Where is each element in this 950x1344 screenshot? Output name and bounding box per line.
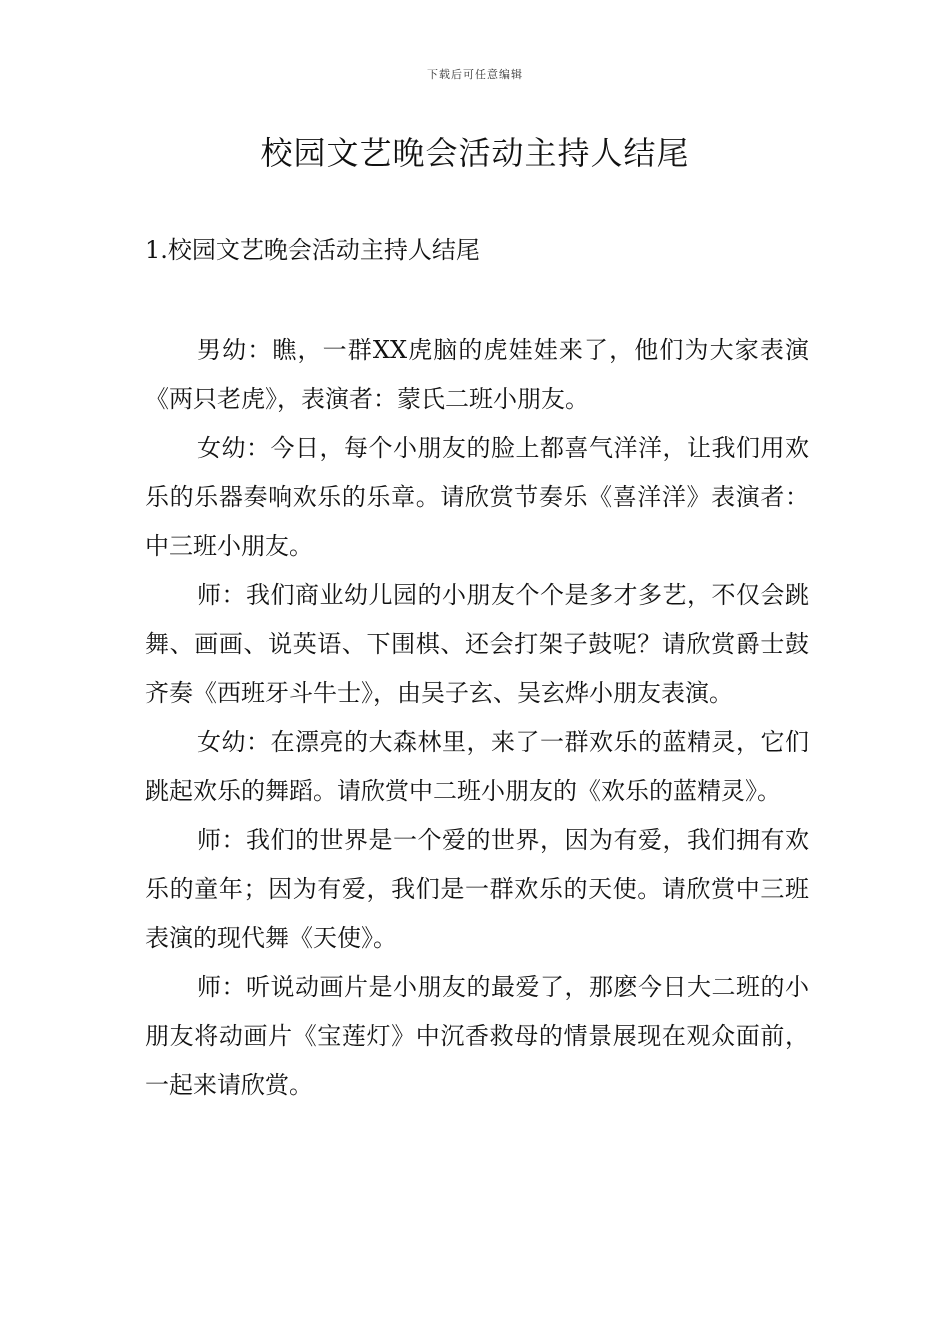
section-heading: 1.校园文艺晚会活动主持人结尾 (145, 236, 480, 264)
document-title: 校园文艺晚会活动主持人结尾 (260, 134, 690, 172)
paragraph-1: 男幼：瞧，一群XX虎脑的虎娃娃来了，他们为大家表演《两只老虎》，表演者：蒙氏二班小朋友。 (145, 336, 809, 413)
paragraph-3: 师：我们商业幼儿园的小朋友个个是多才多艺，不仅会跳舞、画画、说英语、下围棋、还会打架子鼓呢？请欣赏爵士鼓齐奏《西班牙斗牛士》，由吴子玄、吴玄烨小朋友表演。 (145, 581, 809, 707)
paragraph-2: 女幼：今日，每个小朋友的脸上都喜气洋洋，让我们用欢乐的乐器奏响欢乐的乐章。请欣赏节奏乐《喜洋洋》表演者：中三班小朋友。 (145, 434, 809, 560)
document-body (145, 326, 809, 1110)
paragraph-5: 师：我们的世界是一个爱的世界，因为有爱，我们拥有欢乐的童年；因为有爱，我们是一群欢乐的天使。请欣赏中三班表演的现代舞《天使》。 (145, 826, 809, 952)
page-header-note: 下载后可任意编辑 (427, 68, 523, 81)
paragraph-6: 师：听说动画片是小朋友的最爱了，那麽今日大二班的小朋友将动画片《宝莲灯》中沉香救母的情景展现在观众面前，一起来请欣赏。 (145, 973, 809, 1099)
paragraph-4: 女幼：在漂亮的大森林里，来了一群欢乐的蓝精灵，它们跳起欢乐的舞蹈。请欣赏中二班小朋友的《欢乐的蓝精灵》。 (145, 728, 809, 805)
